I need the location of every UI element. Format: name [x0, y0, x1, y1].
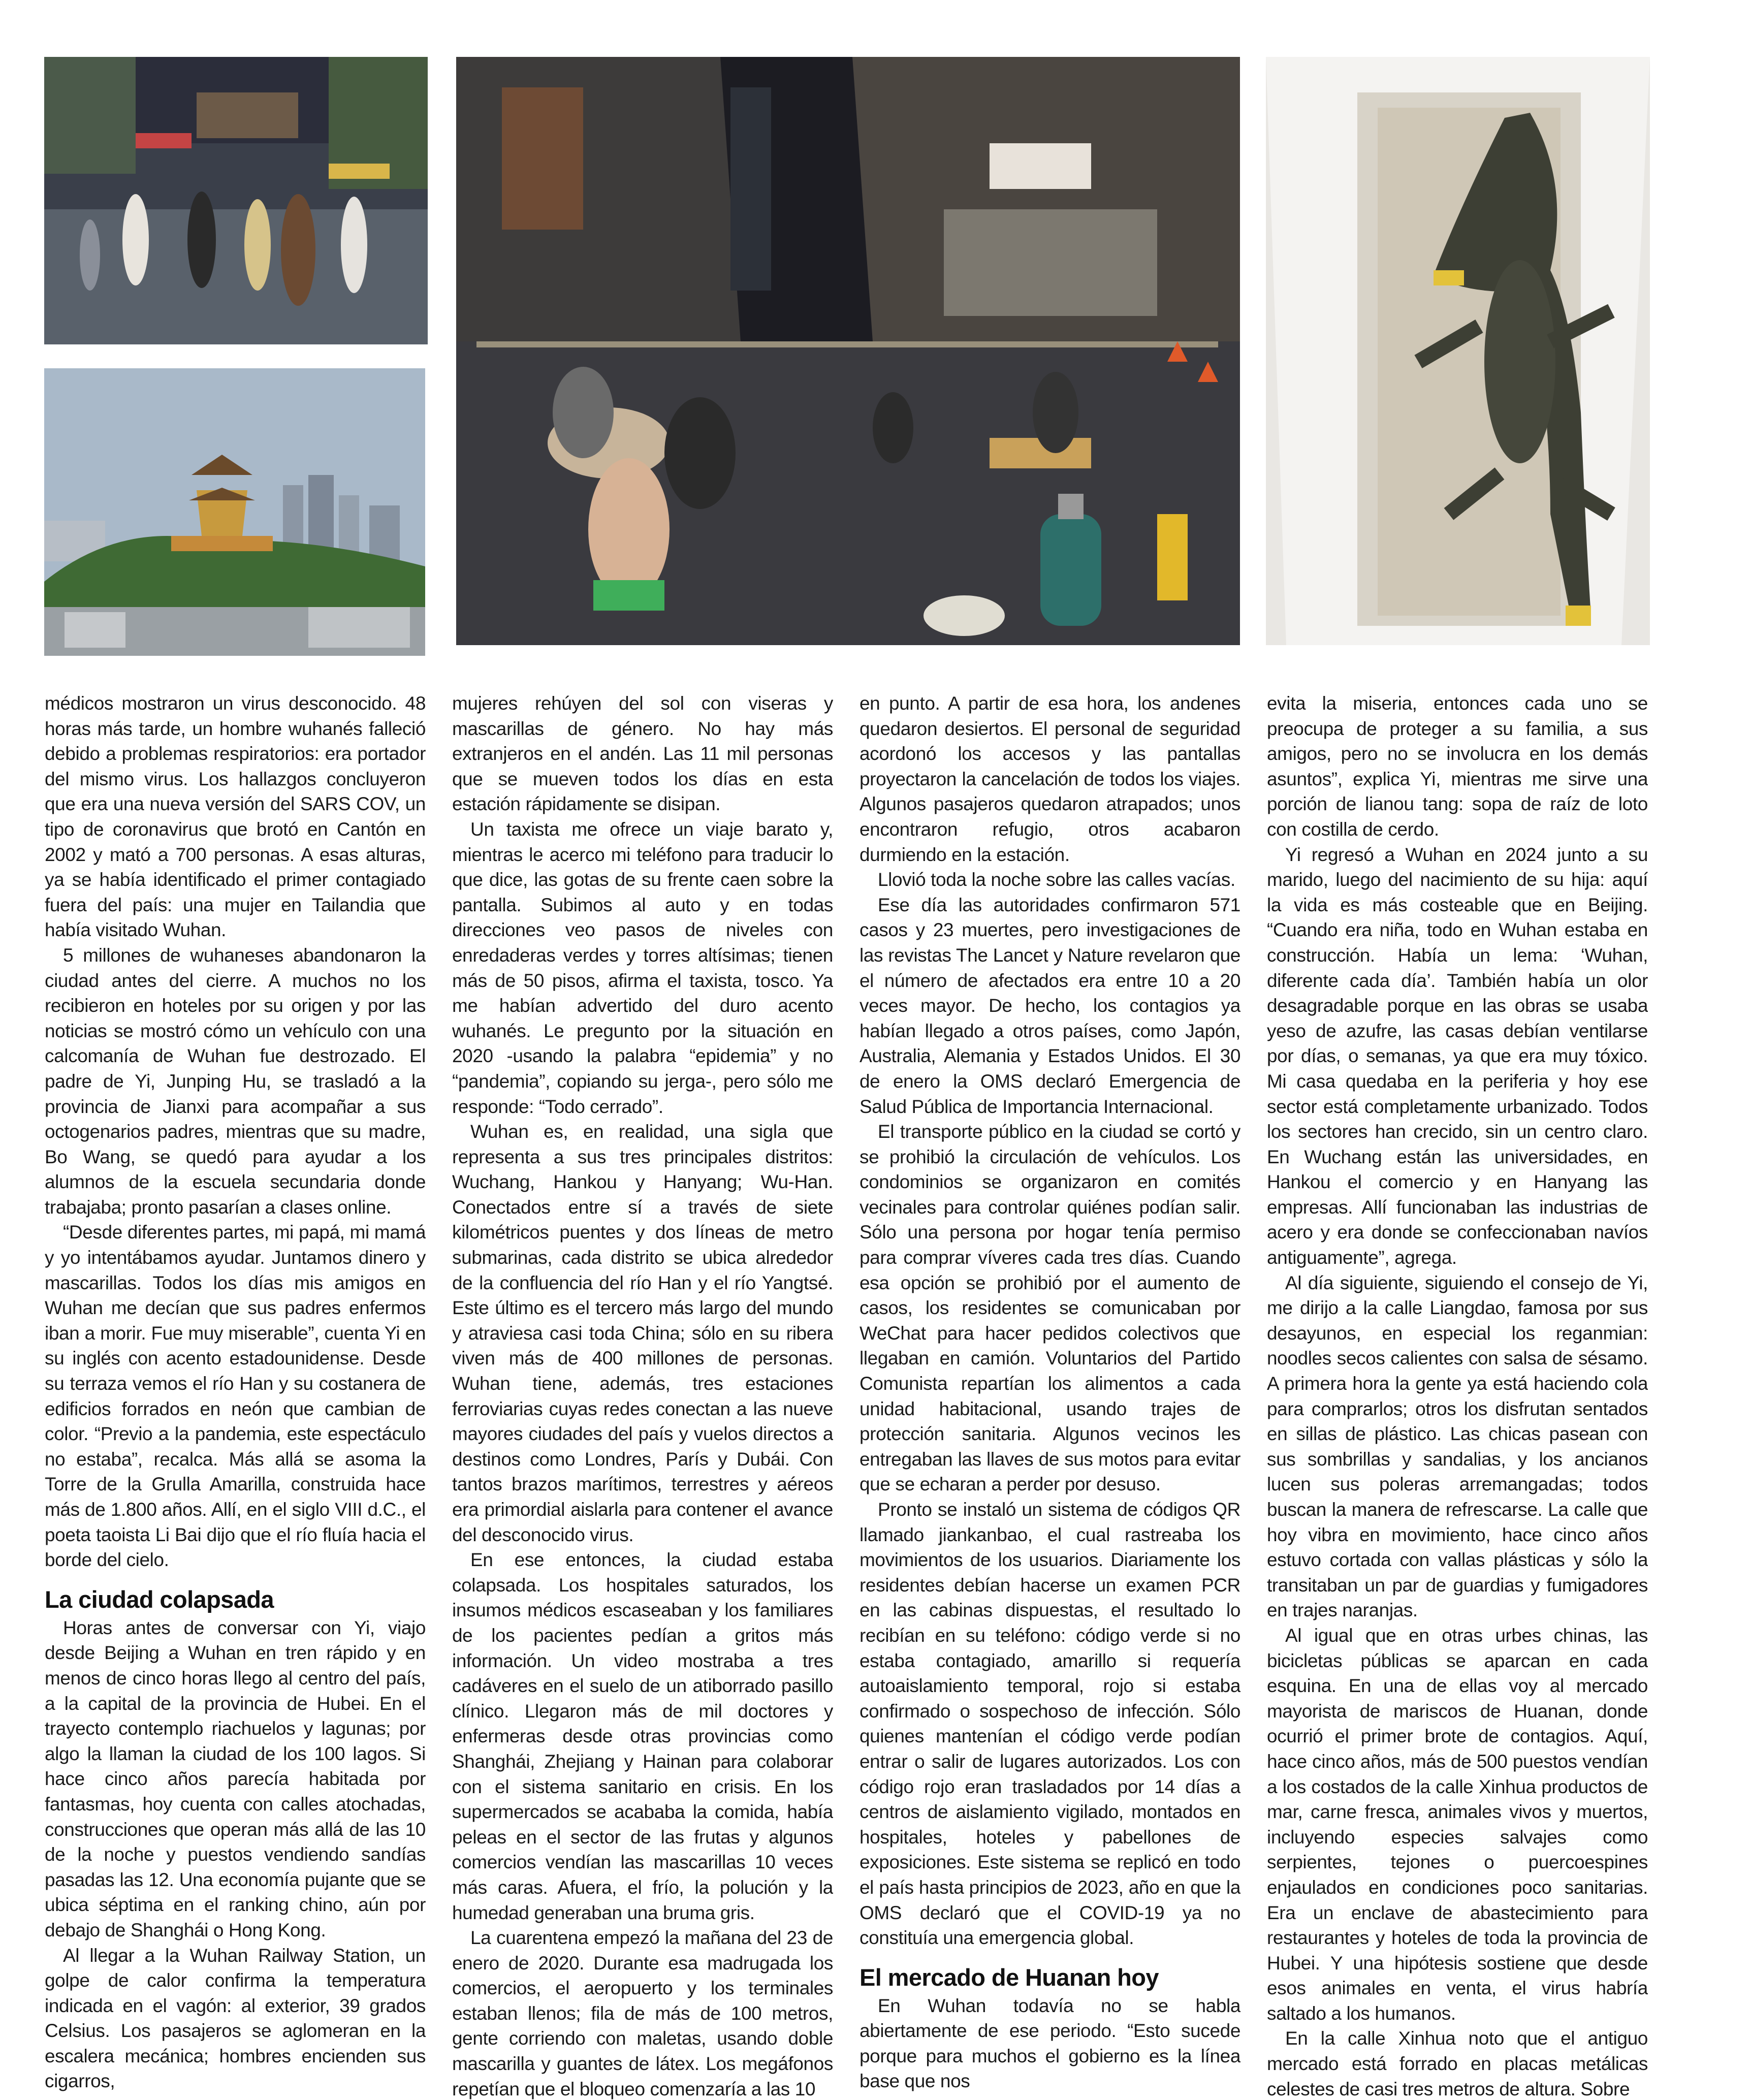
paragraph: médicos mostraron un virus desconocido. 48 horas más tarde, un hombre wuhanés falleció debido a problemas respiratorios: era portador del mismo virus. Los hallazgos concluyeron que era una nueva versión del SARS COV, un tipo de coronavirus que brotó en Cantón en 2002 y mató a 700 personas. A esas alturas, ya se había identificado el primer contagiado fuera del país: una mujer en Tailandia que había visitado Wuhan.: [45, 693, 426, 941]
paragraph: “Desde diferentes partes, mi papá, mi mamá y yo intentábamos ayudar. Juntamos dinero y mascarillas. Todos los días mis amigos en Wuhan me decían que sus padres enfermos iban a morir. Fue muy miserable”, cuenta Yi en su inglés con acento estadounidense. Desde su terraza vemos el río Han y su costanera de edificios forrados en neón que cambian de color. “Previo a la pandemia, este espectáculo no estaba”, recalca. Más allá se asoma la Torre de la Grulla Amarilla, construida hace más de 1.800 años. Allí, en el siglo VIII d.C., el poeta taoista Li Bai dijo que el río fluía hacia el borde del cielo.: [45, 1222, 426, 1571]
article-column-4: [1267, 691, 1648, 2100]
section-heading: La ciudad colapsada: [45, 1585, 274, 1613]
paragraph: evita la miseria, entonces cada uno se preocupa de proteger a su familia, a sus amigos, pero no se involucra en los demás asuntos”, explica Yi, mientras me sirve una porción de lianou tang: sopa de raíz de loto con costilla de cerdo.: [1267, 693, 1648, 840]
article-column-3: [859, 691, 1240, 2100]
paragraph: En ese entonces, la ciudad estaba colapsada. Los hospitales saturados, los insumos médicos escaseaban y los familiares de los pacientes pedían a gritos más información. Un video mostraba a tres cadáveres en el suelo de un atiborrado pasillo clínico. Llegaron más de mil doctores y enfermeras desde otras provincias como Shanghái, Zhejiang y Hainan para colaborar con el sistema sanitario en crisis. En los supermercados se acababa la comida, había peleas en el sector de las frutas y algunos comercios vendían las mascarillas 10 veces más caras. Afuera, el frío, la polución y la humedad generaban una bruma gris.: [452, 1549, 833, 1923]
photo-plaza-dancers: [44, 57, 428, 344]
paragraph: Wuhan es, en realidad, una sigla que representa a sus tres principales distritos: Wuchang, Hankou y Hanyang; Wu-Han. Conectados entre sí a través de siete kilométricos puentes y dos líneas de metro submarinas, cada distrito se ubica alrededor de la confluencia del río Han y el río Yangtsé. Este último es el tercero más largo del mundo y atraviesa casi toda China; sólo en su ribera viven más de 400 millones de personas. Wuhan tiene, además, tres estaciones ferroviarias cuyas redes conectan a las nueve mayores ciudades del país y vuelos directos a destinos como Londres, París y Dubái. Con tantos brazos marítimos, terrestres y aéreos era primordial aislarla para contener el avance del desconocido virus.: [452, 1121, 833, 1545]
paragraph: Ese día las autoridades confirmaron 571 casos y 23 muertes, pero investigaciones de las revistas The Lancet y Nature revelaron que el número de afectados era entre 10 a 20 veces mayor. De hecho, los contagios ya habían llegado a otros países, como Japón, Australia, Alemania y Estados Unidos. El 30 de enero la OMS declaró Emergencia de Salud Pública de Importancia Internacional.: [859, 894, 1240, 1117]
article-column-1: [45, 691, 426, 2100]
paragraph: Al igual que en otras urbes chinas, las bicicletas públicas se aparcan en cada esquina. En una de ellas voy al mercado mayorista de mariscos de Huanan, donde ocurrió el primer brote de contagios. Aquí, hace cinco años, más de 500 puestos vendían a los costados de la calle Xinhua productos de mar, carne fresca, animales vivos y muertos, incluyendo especies salvajes como serpientes, tejones o puercoespines enjaulados en condiciones poco sanitarias. Era un enclave de abastecimiento para restaurantes y hoteles de toda la provincia de Hubei. Y una hipótesis sostiene que desde esos animales en venta, el virus habría saltado a los humanos.: [1267, 1625, 1648, 2024]
paragraph: 5 millones de wuhaneses abandonaron la ciudad antes del cierre. A muchos no los recibieron en hoteles por su origen y por las noticias se mostró cómo un vehículo con una calcomanía de Wuhan fue destrozado. El padre de Yi, Junping Hu, se trasladó a la provincia de Jianxi para acompañar a sus octogenarios padres, mientras que su madre, Bo Wang, se quedó para ayudar a los alumnos de la escuela secundaria donde trabajaba; pronto pasarían a clases online.: [45, 944, 426, 1218]
paragraph: Yi regresó a Wuhan en 2024 junto a su marido, luego del nacimiento de su hija: aquí la vida es más costeable que en Beijing. “Cuando era niña, todo en Wuhan estaba en construcción. Había un lema: ‘Wuhan, diferente cada día’. También había un olor desagradable porque en las obras se usaba yeso de azufre, las casas debían ventilarse por días, o semanas, ya que era muy tóxico. Mi casa quedaba en la periferia y hoy ese sector está completamente urbanizado. Todos los sectores han crecido, sin un centro claro. En Wuchang están las universidades, en Hankou el comercio y en Hanyang las empresas. Allí funcionaban las industrias de acero y era donde se confeccionaban navíos antiguamente”, agrega.: [1267, 844, 1648, 1268]
paragraph: En la calle Xinhua noto que el antiguo mercado está forrado en placas metálicas celestes de casi tres metros de altura. Sobre: [1267, 2028, 1648, 2099]
paragraph: Al llegar a la Wuhan Railway Station, un golpe de calor confirma la temperatura indicada en el vagón: al exterior, 39 grados Celsius. Los pasajeros se aglomeran en la escalera mecánica; hombres encienden sus cigarros,: [45, 1945, 426, 2092]
photo-crocodile-in-box: [1266, 57, 1650, 645]
paragraph: Llovió toda la noche sobre las calles vacías.: [878, 869, 1235, 890]
photo-night-street-diners: [456, 57, 1240, 645]
paragraph: mujeres rehúyen del sol con viseras y mascarillas de género. No hay más extranjeros en el andén. Las 11 mil personas que se mueven todos los días en esta estación rápidamente se disipan.: [452, 693, 833, 815]
photo-yellow-crane-tower: [44, 368, 425, 656]
paragraph: Horas antes de conversar con Yi, viajo desde Beijing a Wuhan en tren rápido y en menos de cinco horas llego al centro del país, a la capital de la provincia de Hubei. En el trayecto contemplo riachuelos y lagunas; por algo la llaman la ciudad de los 100 lagos. Si hace cinco años parecía habitada por fantasmas, hoy cuenta con calles atochadas, construcciones que operan más allá de las 10 de la noche y puestos vendiendo sandías pasadas las 12. Una economía pujante que se ubica séptima en el ranking chino, aún por debajo de Shanghái o Hong Kong.: [45, 1617, 426, 1940]
paragraph: Un taxista me ofrece un viaje barato y, mientras le acerco mi teléfono para traducir lo que dice, las gotas de su frente caen sobre la pantalla. Subimos al auto y en todas direcciones veo pasos de niveles con enredaderas verdes y torres altísimas; tienen más de 50 pisos, afirma el taxista, tosco. Ya me habían advertido del duro acento wuhanés. Le pregunto por la situación en 2020 -usando la palabra “epidemia” y no “pandemia”, copiando su jerga-, pero sólo me responde: “Todo cerrado”.: [452, 818, 833, 1117]
paragraph: En Wuhan todavía no se habla abiertamente de ese periodo. “Esto sucede porque para muchos el gobierno es la línea base que nos: [859, 1995, 1240, 2092]
paragraph: La cuarentena empezó la mañana del 23 de enero de 2020. Durante esa madrugada los comercios, el aeropuerto y los terminales estaban llenos; fila de más de 100 metros, gente corriendo con maletas, usando doble mascarilla y guantes de látex. Los megáfonos repetían que el bloqueo comenzaría a las 10: [452, 1927, 833, 2099]
paragraph: en punto. A partir de esa hora, los andenes quedaron desiertos. El personal de seguridad acordonó los accesos y las pantallas proyectaron la cancelación de todos los viajes. Algunos pasajeros quedaron atrapados; unos encontraron refugio, otros acabaron durmiendo en la estación.: [859, 693, 1240, 865]
paragraph: El transporte público en la ciudad se cortó y se prohibió la circulación de vehículos. Los condominios se organizaron en comités vecinales para controlar quiénes podían salir. Sólo una persona por hogar tenía permiso para comprar víveres cada tres días. Cuando esa opción se prohibió por el aumento de casos, los residentes se comunicaban por WeChat para hacer pedidos colectivos que llegaban en camión. Voluntarios del Partido Comunista repartían los alimentos a cada unidad habitacional, usando trajes de protección sanitaria. Algunos vecinos les entregaban las llaves de sus motos para evitar que se echaran a perder por desuso.: [859, 1121, 1240, 1495]
paragraph: Pronto se instaló un sistema de códigos QR llamado jiankanbao, el cual rastreaba los movimientos de los usuarios. Diariamente los residentes debían hacerse un examen PCR en las cabinas dispuestas, el resultado lo recibían en su teléfono: código verde si no estaba contagiado, amarillo si requería autoaislamiento temporal, rojo si estaba confirmado o sospechoso de infección. Sólo quienes mantenían el código verde podían entrar o salir de lugares autorizados. Los con código rojo eran trasladados por 14 días a centros de aislamiento vigilado, montados en hospitales, hoteles y pabellones de exposiciones. Este sistema se replicó en todo el país hasta principios de 2023, año en que la OMS declaró que el COVID-19 ya no constituía una emergencia global.: [859, 1499, 1240, 1949]
paragraph: Al día siguiente, siguiendo el consejo de Yi, me dirijo a la calle Liangdao, famosa por sus desayunos, en especial los reganmian: noodles secos calientes con salsa de sésamo. A primera hora la gente ya está haciendo cola para comprarlos; otros los disfrutan sentados en sillas de plástico. Las chicas pasean con sus sombrillas y sandalias, y los ancianos lucen sus poleras arremangadas; todos buscan la manera de refrescarse. La calle que hoy vibra en movimiento, hace cinco años estuvo cortada con vallas plásticas y sólo la transitaban un par de guardias y fumigadores en trajes naranjas.: [1267, 1272, 1648, 1621]
section-heading: El mercado de Huanan hoy: [859, 1963, 1159, 1991]
article-column-2: [452, 691, 833, 2100]
